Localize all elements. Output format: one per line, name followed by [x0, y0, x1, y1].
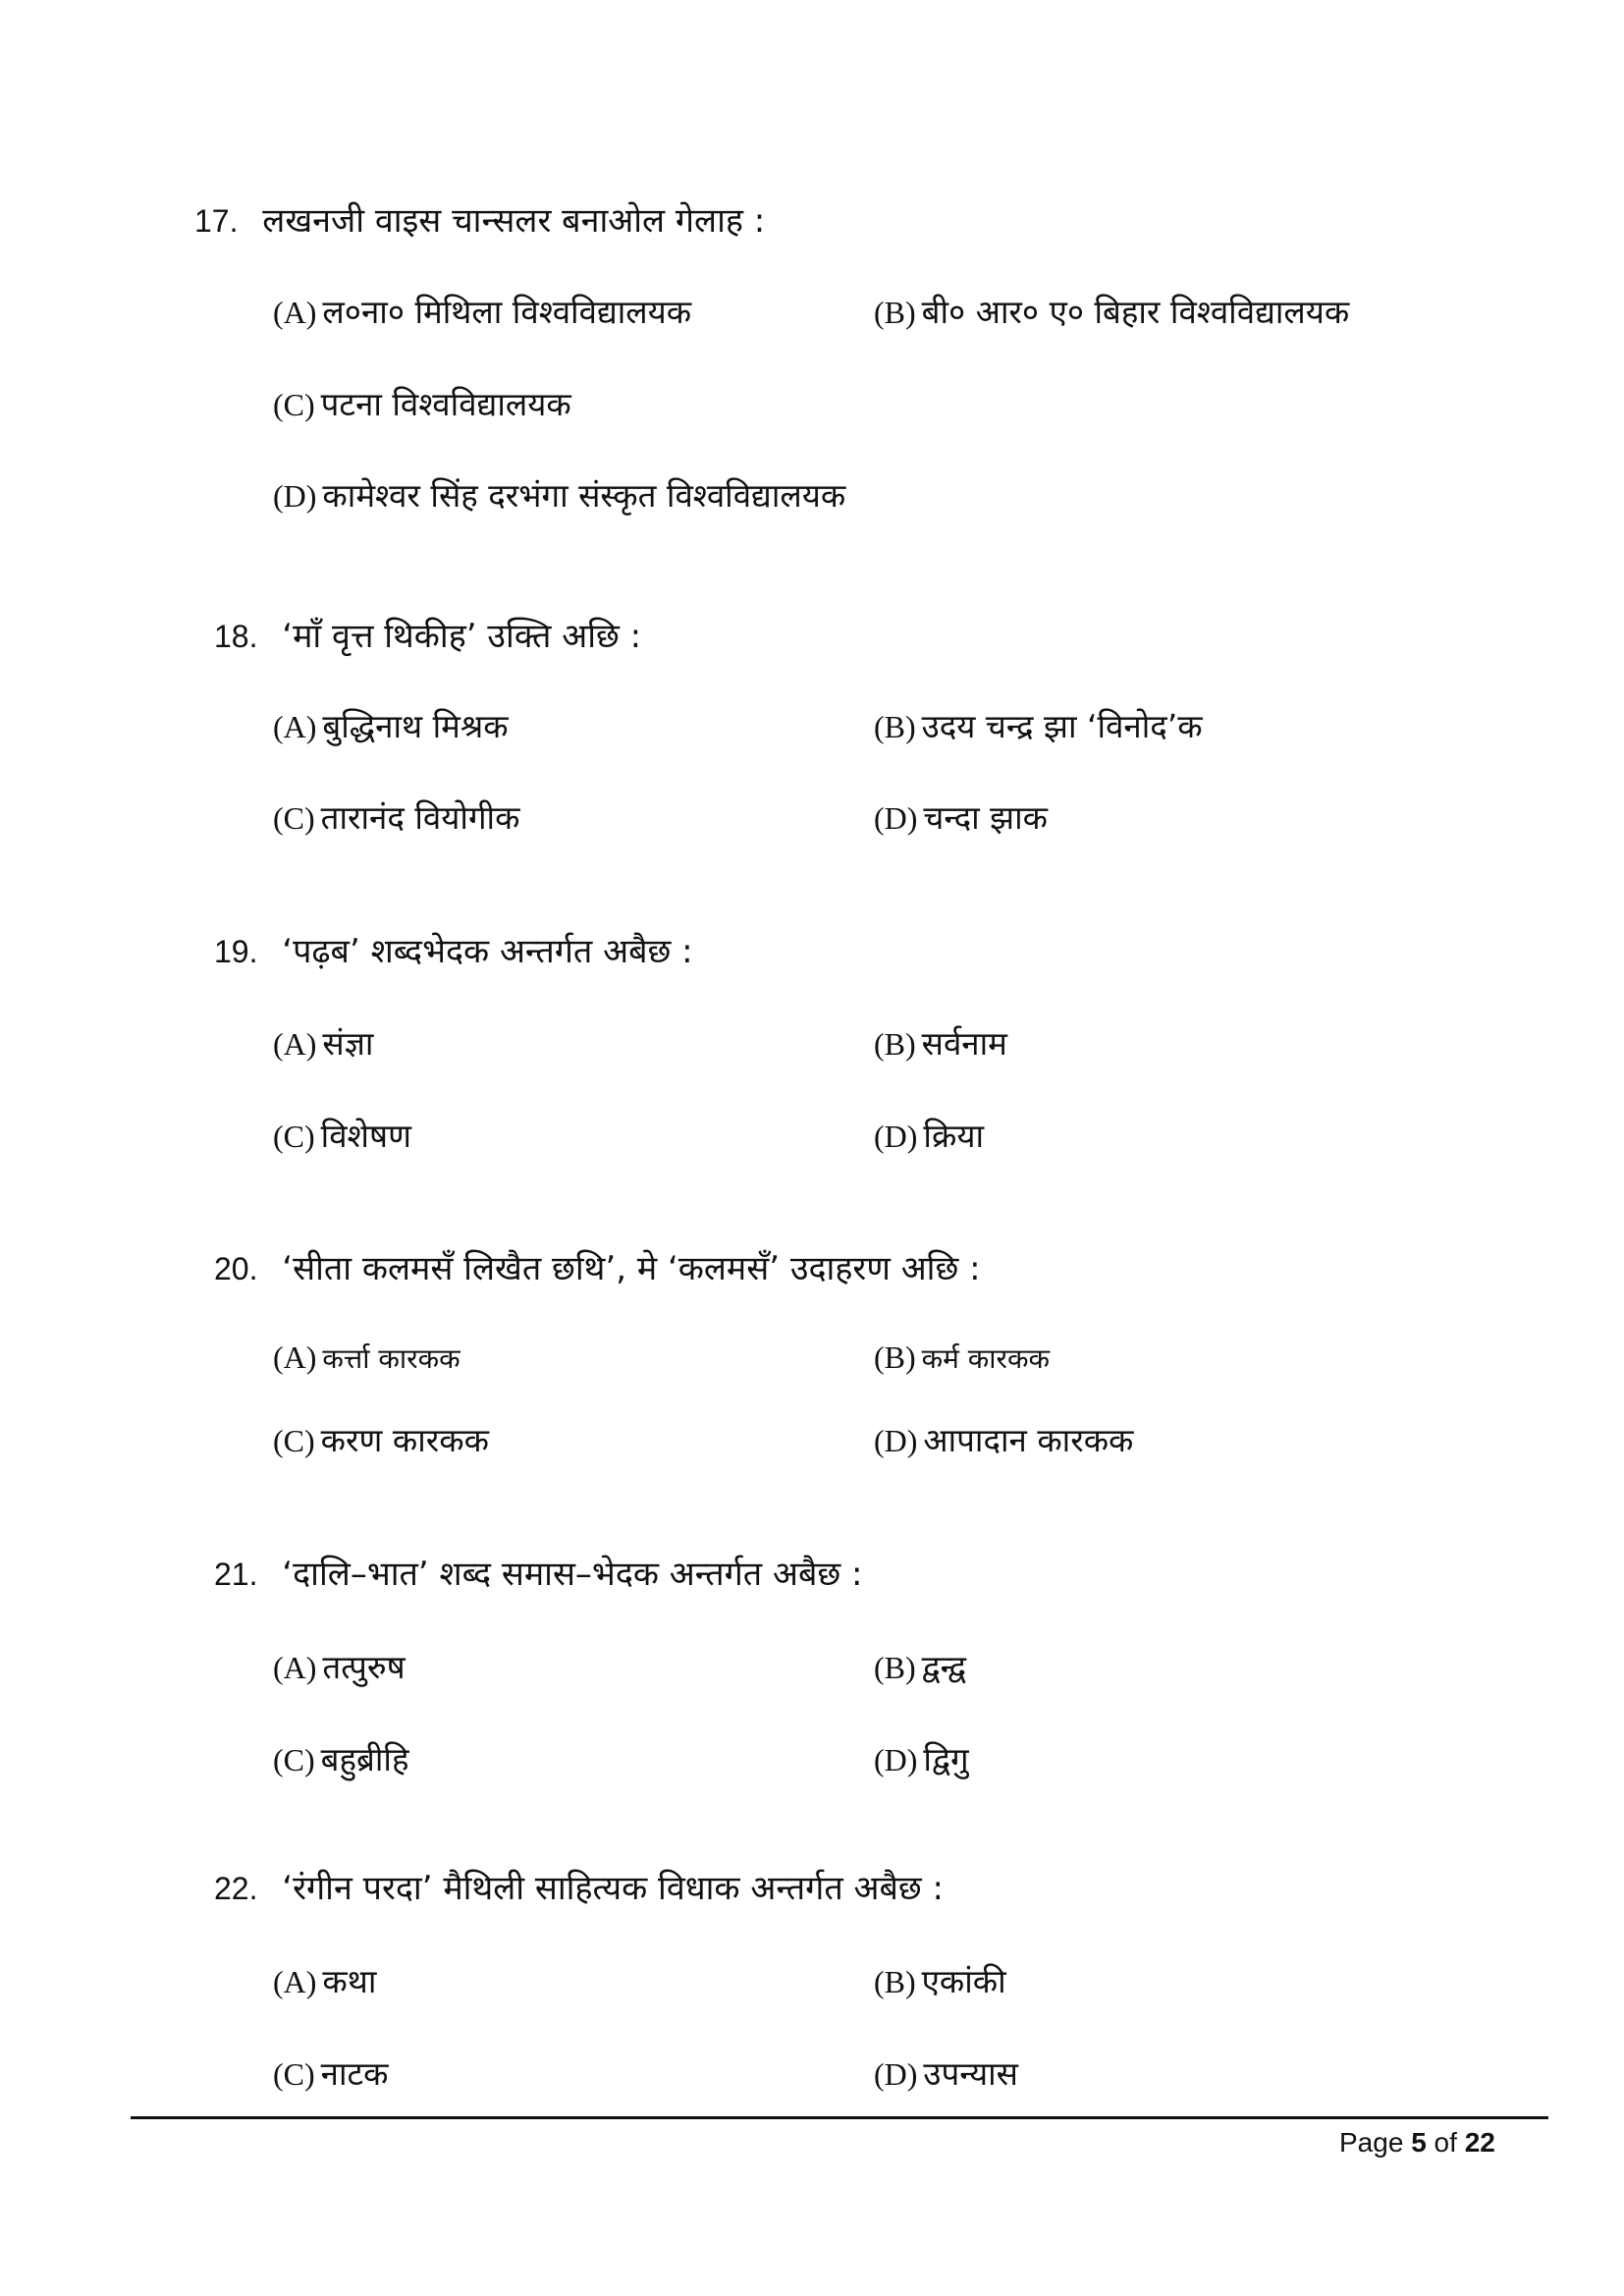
option-label: (D)	[273, 478, 317, 514]
question-number: 17.	[194, 203, 239, 239]
option-a	[273, 707, 509, 746]
option-text: बहुब्रीहि	[320, 1740, 409, 1778]
option-c	[273, 385, 571, 424]
option-text: क्रिया	[923, 1117, 984, 1155]
option-text: आपादान कारकक	[923, 1421, 1134, 1459]
option-b	[874, 707, 1203, 746]
page-prefix: Page	[1339, 2127, 1404, 2158]
question-text: ‘पढ़ब’ शब्दभेदक अन्तर्गत अबैछ :	[282, 932, 693, 971]
option-text: कर्म कारकक	[921, 1342, 1051, 1375]
option-d	[874, 798, 1048, 838]
option-text: द्वन्द्व	[921, 1648, 966, 1686]
option-text: उदय चन्द्र झा ‘विनोद’क	[921, 707, 1203, 745]
question-22	[214, 1869, 944, 1908]
page-total: 22	[1464, 2127, 1495, 2158]
option-text: नाटक	[320, 2054, 389, 2093]
option-text: कर्त्ता कारकक	[322, 1342, 460, 1375]
option-label: (A)	[273, 1650, 317, 1685]
option-label: (B)	[874, 1026, 916, 1062]
question-text: ‘सीता कलमसँ लिखैत छथि’, मे ‘कलमसँ’ उदाहरण अछि :	[282, 1249, 981, 1288]
option-a	[273, 1024, 373, 1064]
option-label: (B)	[874, 1650, 916, 1685]
option-text: सर्वनाम	[921, 1024, 1007, 1063]
question-text: ‘रंगीन परदा’ मैथिली साहित्यक विधाक अन्तर्गत अबैछ :	[282, 1869, 944, 1908]
option-label: (D)	[874, 1119, 918, 1154]
option-label: (C)	[273, 2056, 315, 2092]
option-a	[273, 1338, 460, 1379]
option-label: (D)	[874, 1423, 918, 1458]
option-text: कथा	[322, 1962, 377, 2000]
option-d	[874, 1117, 984, 1156]
option-text: तारानंद वियोगीक	[320, 798, 520, 837]
option-b	[874, 293, 1349, 332]
option-b	[874, 1648, 966, 1687]
question-text: ‘दालि–भात’ शब्द समास–भेदक अन्तर्गत अबैछ :	[282, 1555, 863, 1594]
option-c	[273, 1117, 411, 1156]
option-label: (C)	[273, 800, 315, 836]
option-label: (A)	[273, 1339, 317, 1375]
option-text: ल०ना० मिथिला विश्वविद्यालयक	[322, 293, 692, 331]
option-b	[874, 1024, 1007, 1064]
option-text: विशेषण	[320, 1117, 411, 1155]
page-number	[1339, 2127, 1495, 2159]
question-number: 19.	[214, 934, 258, 969]
option-a	[273, 1962, 376, 2001]
option-text: कामेश्वर सिंह दरभंगा संस्कृत विश्वविद्यालयक	[322, 476, 846, 515]
page-of: of	[1434, 2127, 1457, 2158]
option-label: (D)	[874, 800, 918, 836]
option-text: संज्ञा	[322, 1024, 374, 1063]
option-a	[273, 1648, 406, 1687]
option-label: (A)	[273, 1964, 317, 1999]
option-label: (A)	[273, 295, 317, 330]
option-b	[874, 1338, 1050, 1379]
option-text: एकांकी	[921, 1962, 1006, 2000]
option-c	[273, 2054, 389, 2094]
option-d	[874, 1740, 969, 1779]
option-text: चन्दा झाक	[923, 798, 1048, 837]
option-text: उपन्यास	[923, 2054, 1018, 2093]
question-text: लखनजी वाइस चान्सलर बनाओल गेलाह :	[262, 201, 766, 241]
option-label: (B)	[874, 1339, 916, 1375]
question-19	[214, 932, 693, 971]
question-number: 21.	[214, 1557, 258, 1592]
option-d	[874, 1421, 1133, 1460]
option-label: (D)	[874, 2056, 918, 2092]
option-text: पटना विश्वविद्यालयक	[320, 385, 571, 423]
option-c	[273, 1740, 408, 1779]
option-label: (C)	[273, 387, 315, 422]
option-label: (C)	[273, 1119, 315, 1154]
option-label: (C)	[273, 1742, 315, 1777]
option-label: (B)	[874, 709, 916, 744]
question-number: 18.	[214, 619, 258, 654]
option-c	[273, 798, 519, 838]
question-17	[194, 201, 765, 241]
option-c	[273, 1421, 489, 1460]
option-text: करण कारकक	[320, 1421, 489, 1459]
option-text: द्विगु	[923, 1740, 969, 1778]
option-text: बी० आर० ए० बिहार विश्वविद्यालयक	[921, 293, 1350, 331]
page-current: 5	[1411, 2127, 1427, 2158]
option-label: (B)	[874, 1964, 916, 1999]
question-21	[214, 1555, 862, 1594]
option-label: (A)	[273, 1026, 317, 1062]
option-text: बुद्धिनाथ मिश्रक	[322, 707, 509, 745]
question-number: 22.	[214, 1871, 258, 1906]
option-label: (B)	[874, 295, 916, 330]
question-18	[214, 617, 641, 656]
option-label: (C)	[273, 1423, 315, 1458]
option-d	[874, 2054, 1018, 2094]
option-b	[874, 1962, 1006, 2001]
question-text: ‘माँ वृत्त थिकीह’ उक्ति अछि :	[282, 617, 642, 656]
option-text: तत्पुरुष	[322, 1648, 406, 1686]
question-number: 20.	[214, 1251, 258, 1286]
option-d	[273, 476, 845, 516]
option-a	[273, 293, 691, 332]
question-20	[214, 1249, 981, 1288]
footer-divider	[131, 2116, 1548, 2119]
option-label: (D)	[874, 1742, 918, 1777]
option-label: (A)	[273, 709, 317, 744]
